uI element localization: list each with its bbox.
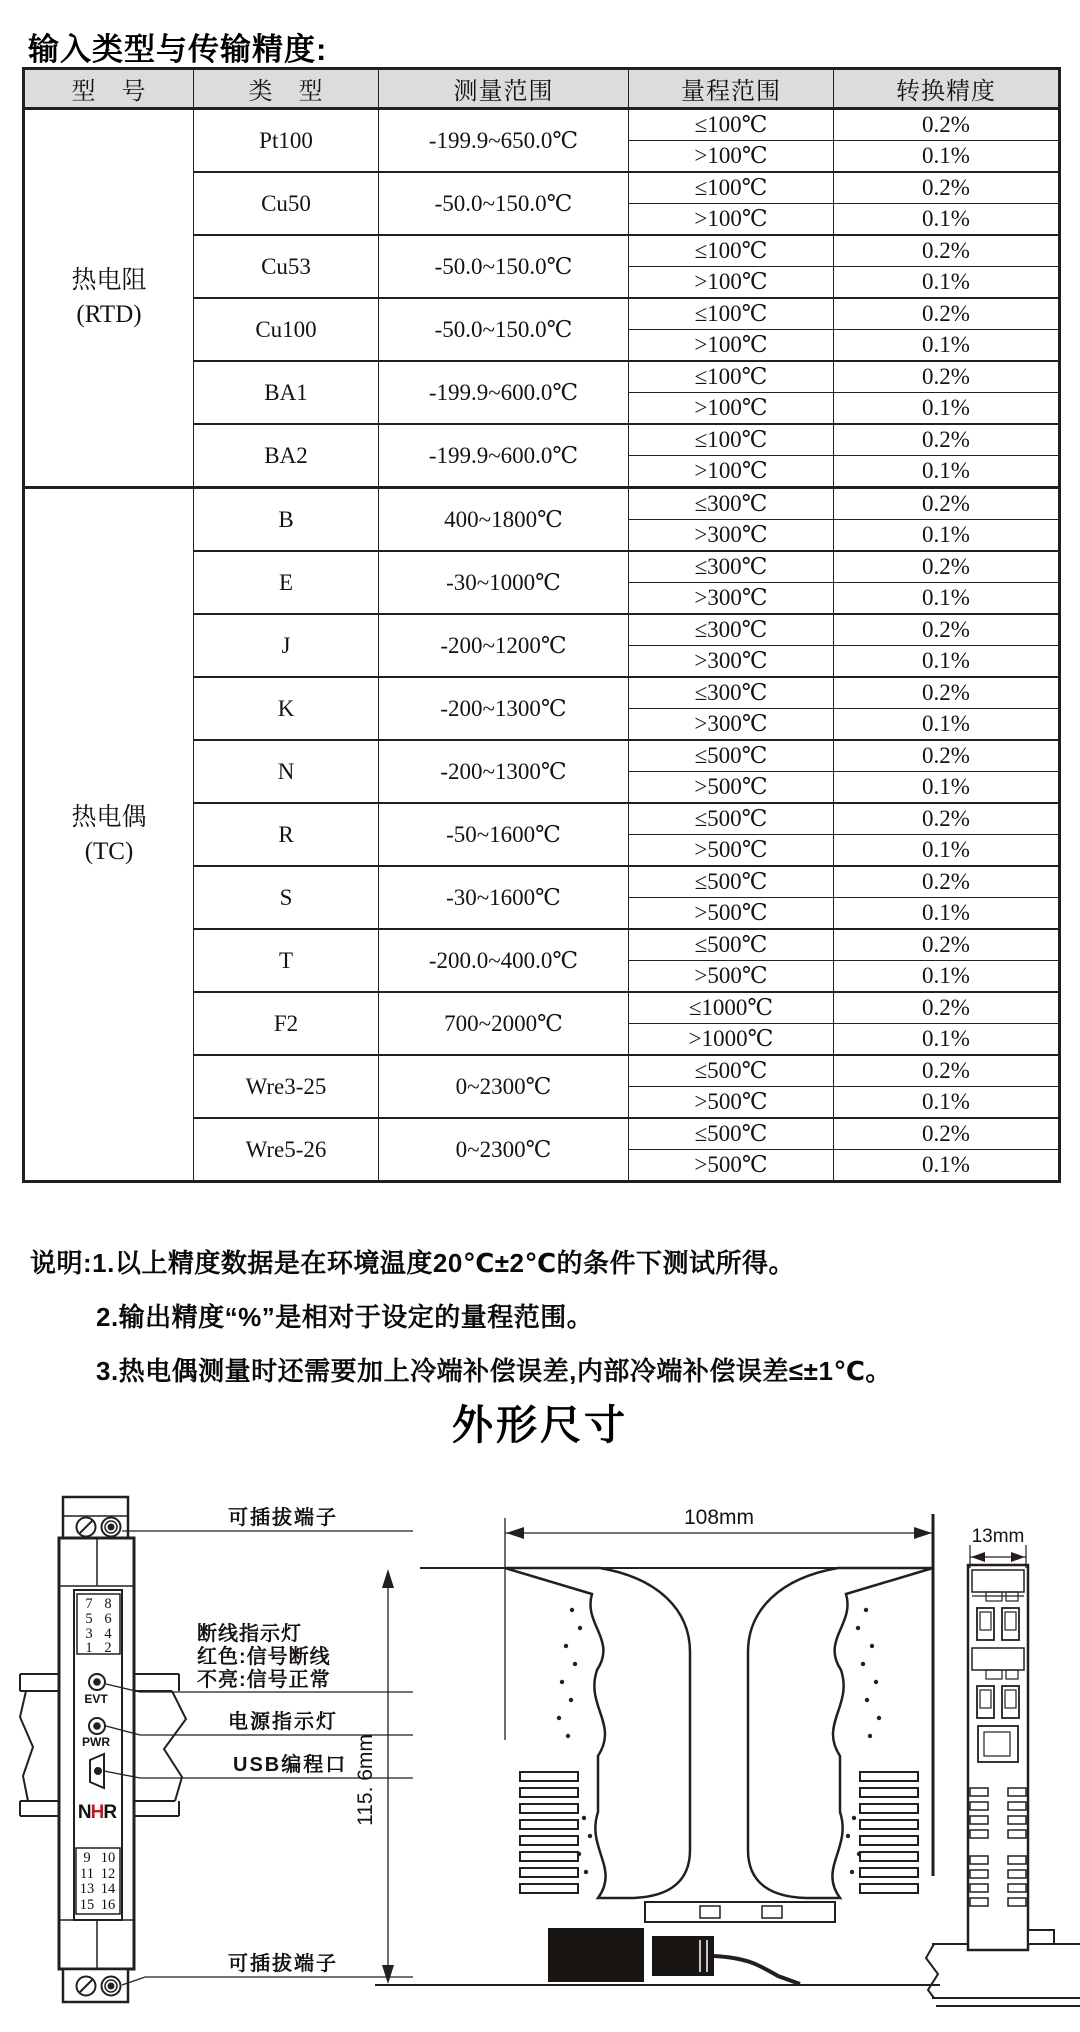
range-cell: 700~2000℃ <box>379 992 629 1055</box>
spec-table-head <box>24 69 1060 109</box>
range-cell: -200.0~400.0℃ <box>379 929 629 992</box>
accuracy-cell: 0.2% <box>834 488 1060 520</box>
span-cell: >100℃ <box>629 393 834 425</box>
type-cell: Pt100 <box>194 109 379 173</box>
accuracy-cell: 0.1% <box>834 393 1060 425</box>
span-cell: >100℃ <box>629 330 834 362</box>
terminal-number: 11 <box>80 1866 94 1882</box>
type-cell: Cu100 <box>194 298 379 361</box>
span-cell: ≤300℃ <box>629 614 834 646</box>
accuracy-cell: 0.1% <box>834 204 1060 236</box>
column-header: 测量范围 <box>379 69 629 109</box>
accuracy-cell: 0.2% <box>834 1118 1060 1150</box>
din-clip-bar <box>645 1902 835 1922</box>
accuracy-cell: 0.2% <box>834 992 1060 1024</box>
vent-slots <box>520 1772 578 1893</box>
accuracy-cell: 0.2% <box>834 361 1060 393</box>
range-cell: -50.0~150.0℃ <box>379 172 629 235</box>
accuracy-cell: 0.1% <box>834 520 1060 552</box>
span-cell: ≤100℃ <box>629 109 834 141</box>
table-row <box>24 488 1060 520</box>
din-rail-right <box>133 1674 186 1816</box>
pluggable-terminal-bottom-label: 可插拔端子 <box>228 1953 338 1975</box>
span-cell: >500℃ <box>629 772 834 804</box>
side-view-drawing <box>375 1514 940 1985</box>
accuracy-cell: 0.1% <box>834 141 1060 173</box>
span-cell: ≤100℃ <box>629 235 834 267</box>
span-cell: >500℃ <box>629 1087 834 1119</box>
model-group-cell: 热电偶 (TC) <box>24 488 194 1182</box>
terminal-number: 8 <box>104 1596 112 1612</box>
height-dimension-label: 115. 6mm <box>354 1734 377 1826</box>
model-group-cell: 热电阻 (RTD) <box>24 109 194 488</box>
accuracy-cell: 0.2% <box>834 866 1060 898</box>
notes-label: 说明: <box>30 1248 93 1278</box>
note-item-3: 3.热电偶测量时还需要加上冷端补偿误差,内部冷端补偿误差≤±1℃。 <box>96 1356 892 1386</box>
span-cell: ≤300℃ <box>629 677 834 709</box>
terminal-number: 15 <box>79 1897 95 1913</box>
terminal-number: 12 <box>100 1866 116 1882</box>
span-cell: ≤100℃ <box>629 298 834 330</box>
table-row <box>24 109 1060 141</box>
type-cell: T <box>194 929 379 992</box>
terminal-number: 1 <box>85 1640 93 1656</box>
din-latch <box>1028 1930 1054 1944</box>
terminal-number: 2 <box>104 1640 112 1656</box>
range-cell: -199.9~600.0℃ <box>379 361 629 424</box>
range-cell: -200~1300℃ <box>379 677 629 740</box>
range-cell: -50.0~150.0℃ <box>379 235 629 298</box>
terminal-number: 3 <box>85 1626 93 1642</box>
din-rail-left <box>20 1674 60 1816</box>
range-cell: -50~1600℃ <box>379 803 629 866</box>
type-cell: E <box>194 551 379 614</box>
column-header: 量程范围 <box>629 69 834 109</box>
accuracy-cell: 0.1% <box>834 1087 1060 1119</box>
break-led-label-line3: 不亮:信号正常 <box>197 1669 331 1691</box>
span-cell: >300℃ <box>629 709 834 741</box>
accuracy-cell: 0.1% <box>834 267 1060 299</box>
width-dimension-label: 108mm <box>683 1506 755 1529</box>
span-cell: >500℃ <box>629 835 834 867</box>
accuracy-cell: 0.2% <box>834 172 1060 204</box>
accuracy-cell: 0.2% <box>834 614 1060 646</box>
terminal-number: 5 <box>85 1611 93 1627</box>
span-cell: >100℃ <box>629 141 834 173</box>
range-cell: -30~1600℃ <box>379 866 629 929</box>
terminal-number: 10 <box>100 1850 116 1866</box>
column-header: 型 号 <box>24 69 194 109</box>
accuracy-cell: 0.1% <box>834 330 1060 362</box>
break-led-label-line2: 红色:信号断线 <box>197 1646 331 1668</box>
range-cell: -200~1300℃ <box>379 740 629 803</box>
accuracy-cell: 0.1% <box>834 835 1060 867</box>
type-cell: B <box>194 488 379 552</box>
accuracy-cell: 0.1% <box>834 1024 1060 1056</box>
narrow-view-drawing <box>926 1545 1080 2006</box>
type-cell: Wre3-25 <box>194 1055 379 1118</box>
span-cell: >300℃ <box>629 646 834 678</box>
range-cell: 0~2300℃ <box>379 1118 629 1182</box>
span-cell: >500℃ <box>629 961 834 993</box>
accuracy-cell: 0.1% <box>834 1150 1060 1182</box>
note-item-2: 2.输出精度“%”是相对于设定的量程范围。 <box>96 1302 594 1332</box>
outline-dimension-drawings <box>0 1475 1080 2032</box>
texture-dots <box>557 1608 592 1874</box>
terminal-number: 4 <box>104 1626 112 1642</box>
terminal-number: 16 <box>100 1897 116 1913</box>
notes-block <box>30 1236 892 1398</box>
accuracy-cell: 0.2% <box>834 1055 1060 1087</box>
accuracy-cell: 0.1% <box>834 961 1060 993</box>
span-cell: >500℃ <box>629 1150 834 1182</box>
span-cell: ≤500℃ <box>629 929 834 961</box>
spec-table <box>22 67 1061 1183</box>
accuracy-cell: 0.1% <box>834 456 1060 488</box>
power-led-label: 电源指示灯 <box>228 1711 338 1733</box>
span-cell: >300℃ <box>629 583 834 615</box>
span-cell: ≤300℃ <box>629 551 834 583</box>
range-cell: 0~2300℃ <box>379 1055 629 1118</box>
accuracy-cell: 0.1% <box>834 646 1060 678</box>
depth-dimension-label: 13mm <box>971 1526 1025 1547</box>
accuracy-cell: 0.1% <box>834 583 1060 615</box>
evt-label: EVT <box>84 1692 108 1706</box>
type-cell: J <box>194 614 379 677</box>
column-header: 类 型 <box>194 69 379 109</box>
type-cell: R <box>194 803 379 866</box>
span-cell: ≤500℃ <box>629 803 834 835</box>
dimensions-heading: 外形尺寸 <box>452 1402 628 1448</box>
accuracy-cell: 0.1% <box>834 709 1060 741</box>
terminal-number: 9 <box>83 1850 91 1866</box>
span-cell: ≤100℃ <box>629 172 834 204</box>
accuracy-cell: 0.1% <box>834 772 1060 804</box>
span-cell: ≤1000℃ <box>629 992 834 1024</box>
range-cell: -30~1000℃ <box>379 551 629 614</box>
break-led-label-line1: 断线指示灯 <box>197 1623 302 1645</box>
accuracy-cell: 0.2% <box>834 109 1060 141</box>
pwr-label: PWR <box>82 1735 110 1749</box>
span-cell: ≤100℃ <box>629 424 834 456</box>
pluggable-terminal-top-label: 可插拔端子 <box>228 1507 338 1529</box>
type-cell: N <box>194 740 379 803</box>
terminal-number: 13 <box>79 1881 95 1897</box>
din-rail-narrow <box>926 1944 1080 2006</box>
accuracy-cell: 0.2% <box>834 803 1060 835</box>
span-cell: >100℃ <box>629 267 834 299</box>
spec-table-body <box>24 109 1060 1182</box>
note-item-1: 1.以上精度数据是在环境温度20℃±2℃的条件下测试所得。 <box>92 1248 795 1278</box>
type-cell: Wre5-26 <box>194 1118 379 1182</box>
accuracy-cell: 0.1% <box>834 898 1060 930</box>
accuracy-cell: 0.2% <box>834 235 1060 267</box>
height-dimension <box>382 1569 394 1984</box>
terminal-number: 7 <box>85 1596 93 1612</box>
span-cell: ≤500℃ <box>629 1055 834 1087</box>
span-cell: ≤500℃ <box>629 740 834 772</box>
type-cell: BA2 <box>194 424 379 488</box>
accuracy-cell: 0.2% <box>834 424 1060 456</box>
column-header: 转换精度 <box>834 69 1060 109</box>
page-title: 输入类型与传输精度: <box>28 32 328 67</box>
type-cell: F2 <box>194 992 379 1055</box>
range-cell: -200~1200℃ <box>379 614 629 677</box>
accuracy-cell: 0.2% <box>834 298 1060 330</box>
type-cell: BA1 <box>194 361 379 424</box>
module-shell-profile <box>505 1568 690 1898</box>
span-cell: >100℃ <box>629 456 834 488</box>
span-cell: ≤300℃ <box>629 488 834 520</box>
type-cell: Cu50 <box>194 172 379 235</box>
usb-port-label: USB编程口 <box>233 1754 348 1776</box>
type-cell: Cu53 <box>194 235 379 298</box>
accuracy-cell: 0.2% <box>834 551 1060 583</box>
range-cell: -199.9~600.0℃ <box>379 424 629 488</box>
range-cell: -199.9~650.0℃ <box>379 109 629 173</box>
span-cell: ≤500℃ <box>629 866 834 898</box>
accuracy-cell: 0.2% <box>834 929 1060 961</box>
accuracy-cell: 0.2% <box>834 677 1060 709</box>
span-cell: ≤100℃ <box>629 361 834 393</box>
span-cell: >300℃ <box>629 520 834 552</box>
accuracy-cell: 0.2% <box>834 740 1060 772</box>
span-cell: >500℃ <box>629 898 834 930</box>
span-cell: >1000℃ <box>629 1024 834 1056</box>
range-cell: -50.0~150.0℃ <box>379 298 629 361</box>
type-cell: K <box>194 677 379 740</box>
terminal-number: 6 <box>104 1611 112 1627</box>
usb-plug-icon <box>548 1928 800 1984</box>
nhr-logo: NHR <box>77 1802 117 1823</box>
span-cell: ≤500℃ <box>629 1118 834 1150</box>
range-cell: 400~1800℃ <box>379 488 629 552</box>
type-cell: S <box>194 866 379 929</box>
terminal-number: 14 <box>100 1881 116 1897</box>
span-cell: >100℃ <box>629 204 834 236</box>
note-line-1 <box>30 1236 892 1290</box>
